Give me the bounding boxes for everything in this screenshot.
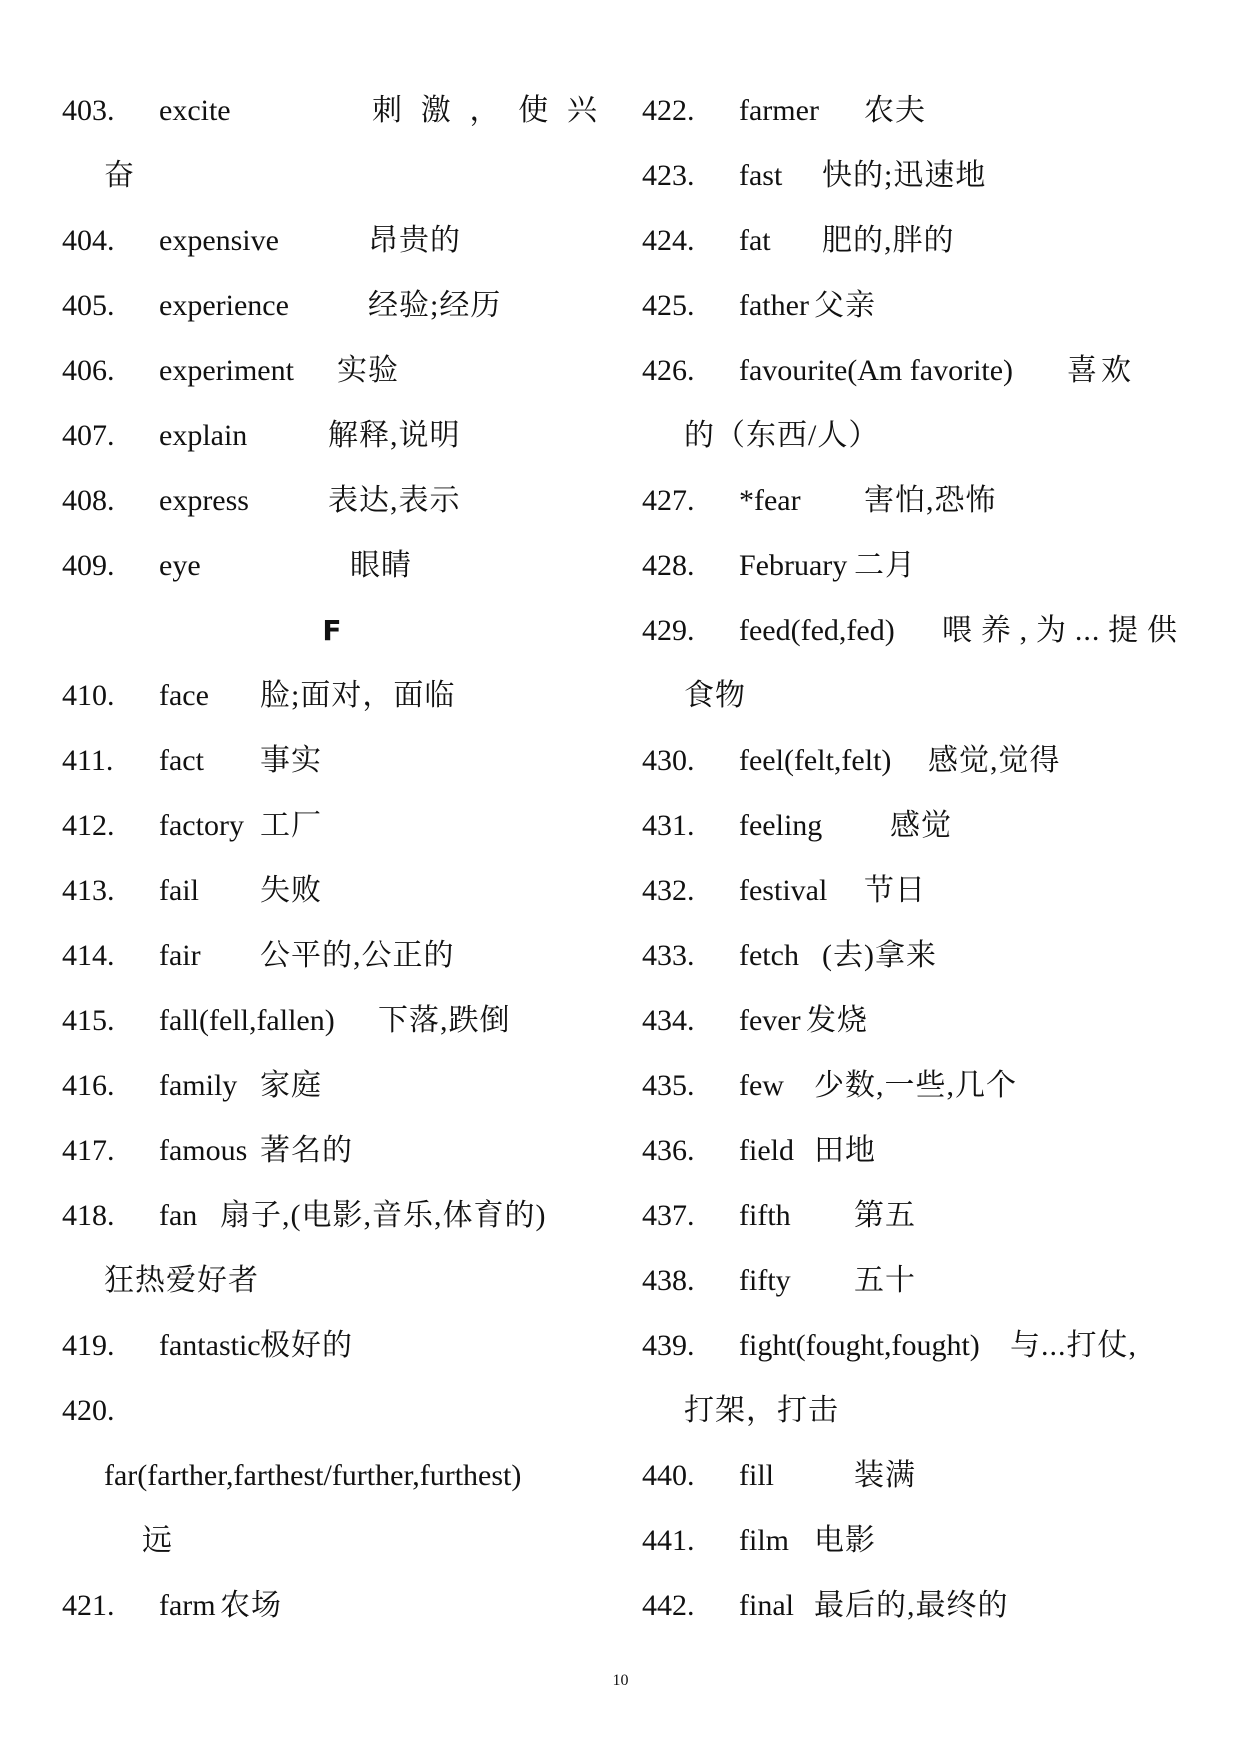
entry-number: 440. [642,1459,695,1492]
entry-word: feeling [739,809,823,842]
entry-meaning: 实验 [337,354,399,387]
entry-432 [642,858,1182,923]
entry-408 [62,468,602,533]
entry-number: 411. [62,744,114,777]
entry-meaning: 失败 [260,874,322,907]
entry-word: fact [159,744,204,777]
entry-423 [642,143,1182,208]
entry-meaning: 最后的,最终的 [814,1589,1009,1622]
entry-number: 436. [642,1134,695,1167]
entry-number: 426. [642,354,695,387]
entry-meaning: 二月 [854,549,916,582]
entry-word: fat [739,224,771,257]
entry-meaning: 肥的,胖的 [822,224,955,257]
entry-word: film [739,1524,789,1557]
entry-word: fifth [739,1199,791,1232]
entry-word: fan [159,1199,198,1232]
entry-word: fill [739,1459,774,1492]
entry-number: 404. [62,224,115,257]
entry-number: 434. [642,1004,695,1037]
entry-431 [642,793,1182,858]
entry-426 [642,338,1182,403]
entry-437 [642,1183,1182,1248]
entry-word: fall(fell,fallen) [159,1004,335,1037]
entry-407 [62,403,602,468]
entry-439-continuation: 打架，打击 [684,1394,839,1427]
entry-word: fever [739,1004,801,1037]
entry-number: 418. [62,1199,115,1232]
entry-418 [62,1183,602,1248]
entry-number: 422. [642,94,695,127]
entry-number: 435. [642,1069,695,1102]
entry-word: fifty [739,1264,791,1297]
entry-meaning: 解释,说明 [328,419,461,452]
entry-meaning: 发烧 [806,1004,868,1037]
entry-meaning: (去)拿来 [822,939,937,972]
entry-meaning: 感觉 [890,809,952,842]
entry-403 [62,78,602,143]
entry-417 [62,1118,602,1183]
entry-meaning: 快的;迅速地 [822,159,987,192]
entry-meaning: 喜欢 [1067,354,1135,387]
entry-meaning: 第五 [854,1199,916,1232]
entry-number: 428. [642,549,695,582]
entry-number: 412. [62,809,115,842]
entry-426-continuation: 的（东西/人） [684,419,880,452]
entry-word: fair [159,939,201,972]
entry-424 [642,208,1182,273]
entry-word: father [739,289,809,322]
entry-number: 410. [62,679,115,712]
entry-420 [62,1378,602,1443]
entry-number: 407. [62,419,115,452]
entry-number: 442. [642,1589,695,1622]
entry-number: 409. [62,549,115,582]
entry-403-continuation: 奋 [104,159,135,192]
entry-word: famous [159,1134,248,1167]
entry-number: 421. [62,1589,115,1622]
entry-meaning: 田地 [814,1134,876,1167]
entry-meaning: 公平的,公正的 [260,939,455,972]
entry-433 [642,923,1182,988]
entry-442 [642,1573,1182,1638]
entry-number: 429. [642,614,695,647]
entry-word: farm [159,1589,216,1622]
entry-word: February [739,549,848,582]
entry-meaning: 著名的 [260,1134,353,1167]
entry-word: feed(fed,fed) [739,614,895,647]
entry-429-continuation: 食物 [684,679,746,712]
entry-421 [62,1573,602,1638]
entry-word: far(farther,farthest/further,furthest) [104,1459,522,1492]
entry-meaning: 脸;面对，面临 [260,679,456,712]
entry-word: few [739,1069,784,1102]
entry-meaning: 少数,一些,几个 [814,1069,1017,1102]
entry-meaning: 与...打仗, [1010,1329,1137,1362]
entry-meaning: 五十 [854,1264,916,1297]
entry-409 [62,533,602,598]
entry-number: 437. [642,1199,695,1232]
entry-412 [62,793,602,858]
entry-405 [62,273,602,338]
entry-meaning: 节日 [864,874,926,907]
section-heading-row [62,598,602,663]
entry-439 [642,1313,1182,1378]
entry-number: 438. [642,1264,695,1297]
entry-number: 413. [62,874,115,907]
entry-word: festival [739,874,828,907]
entry-number: 439. [642,1329,695,1362]
entry-420-meaning-line [62,1508,602,1573]
entry-word: experiment [159,354,294,387]
entry-meaning: 经验;经历 [368,289,502,322]
entry-word: field [739,1134,794,1167]
entry-404 [62,208,602,273]
entry-number: 423. [642,159,695,192]
entry-406 [62,338,602,403]
entry-word: express [159,484,249,517]
entry-word: factory [159,809,244,842]
entry-number: 414. [62,939,115,972]
entry-number: 406. [62,354,115,387]
entry-word: expensive [159,224,279,257]
entry-number: 432. [642,874,695,907]
entry-427 [642,468,1182,533]
entry-meaning: 害怕,恐怖 [864,484,997,517]
entry-word: fantastic [159,1329,261,1362]
entry-435 [642,1053,1182,1118]
entry-441 [642,1508,1182,1573]
entry-word: face [159,679,209,712]
entry-meaning: 农场 [220,1589,282,1622]
entry-419 [62,1313,602,1378]
entry-word: favourite(Am favorite) [739,354,1014,387]
entry-number: 417. [62,1134,115,1167]
entry-meaning: 表达,表示 [328,484,461,517]
entry-meaning: 远 [142,1524,173,1557]
entry-meaning: 装满 [854,1459,916,1492]
entry-415 [62,988,602,1053]
entry-number: 419. [62,1329,115,1362]
entry-411 [62,728,602,793]
entry-word: excite [159,94,231,127]
entry-word: experience [159,289,289,322]
entry-436 [642,1118,1182,1183]
entry-430 [642,728,1182,793]
entry-number: 425. [642,289,695,322]
left-column [62,78,602,1638]
entry-410 [62,663,602,728]
entry-word: family [159,1069,238,1102]
entry-word: eye [159,549,201,582]
entry-meaning: 感觉,觉得 [928,744,1061,777]
entry-word: fetch [739,939,799,972]
entry-number: 405. [62,289,115,322]
entry-meaning: 下落,跌倒 [378,1004,511,1037]
entry-number: 415. [62,1004,115,1037]
entry-meaning: 喂 养 , 为 ... 提 供 [942,614,1178,647]
entry-word: fast [739,159,783,192]
entry-number: 427. [642,484,695,517]
entry-meaning: 刺 激 ， 使 兴 [372,94,598,127]
entry-434 [642,988,1182,1053]
entry-number: 433. [642,939,695,972]
entry-meaning: 电影 [814,1524,876,1557]
entry-word: fight(fought,fought) [739,1329,980,1362]
entry-word: feel(felt,felt) [739,744,892,777]
entry-meaning: 极好的 [260,1329,353,1362]
entry-meaning: 工厂 [260,809,322,842]
entry-number: 430. [642,744,695,777]
entry-420-word-line [62,1443,602,1508]
entry-meaning: 昂贵的 [368,224,461,257]
entry-number: 431. [642,809,695,842]
entry-422 [642,78,1182,143]
entry-meaning: 家庭 [260,1069,322,1102]
entry-number: 403. [62,94,115,127]
entry-440 [642,1443,1182,1508]
entry-416 [62,1053,602,1118]
right-column [642,78,1182,1638]
entry-word: explain [159,419,248,452]
entry-number: 416. [62,1069,115,1102]
entry-438 [642,1248,1182,1313]
entry-meaning: 眼睛 [350,549,412,582]
entry-meaning: 扇子,(电影,音乐,体育的) [220,1199,547,1232]
entry-word: fail [159,874,199,907]
entry-428 [642,533,1182,598]
entry-word: farmer [739,94,819,127]
entry-414 [62,923,602,988]
entry-meaning: 父亲 [814,289,876,322]
entry-number: 408. [62,484,115,517]
entry-number: 441. [642,1524,695,1557]
entry-number: 420. [62,1394,115,1427]
entry-418-continuation: 狂热爱好者 [104,1264,259,1297]
entry-425 [642,273,1182,338]
entry-413 [62,858,602,923]
entry-word: *fear [739,484,801,517]
entry-word: final [739,1589,794,1622]
entry-number: 424. [642,224,695,257]
entry-429 [642,598,1182,663]
page-number: 10 [612,1672,629,1689]
entry-meaning: 事实 [260,744,322,777]
entry-meaning: 农夫 [864,94,926,127]
section-heading: F [322,614,342,647]
